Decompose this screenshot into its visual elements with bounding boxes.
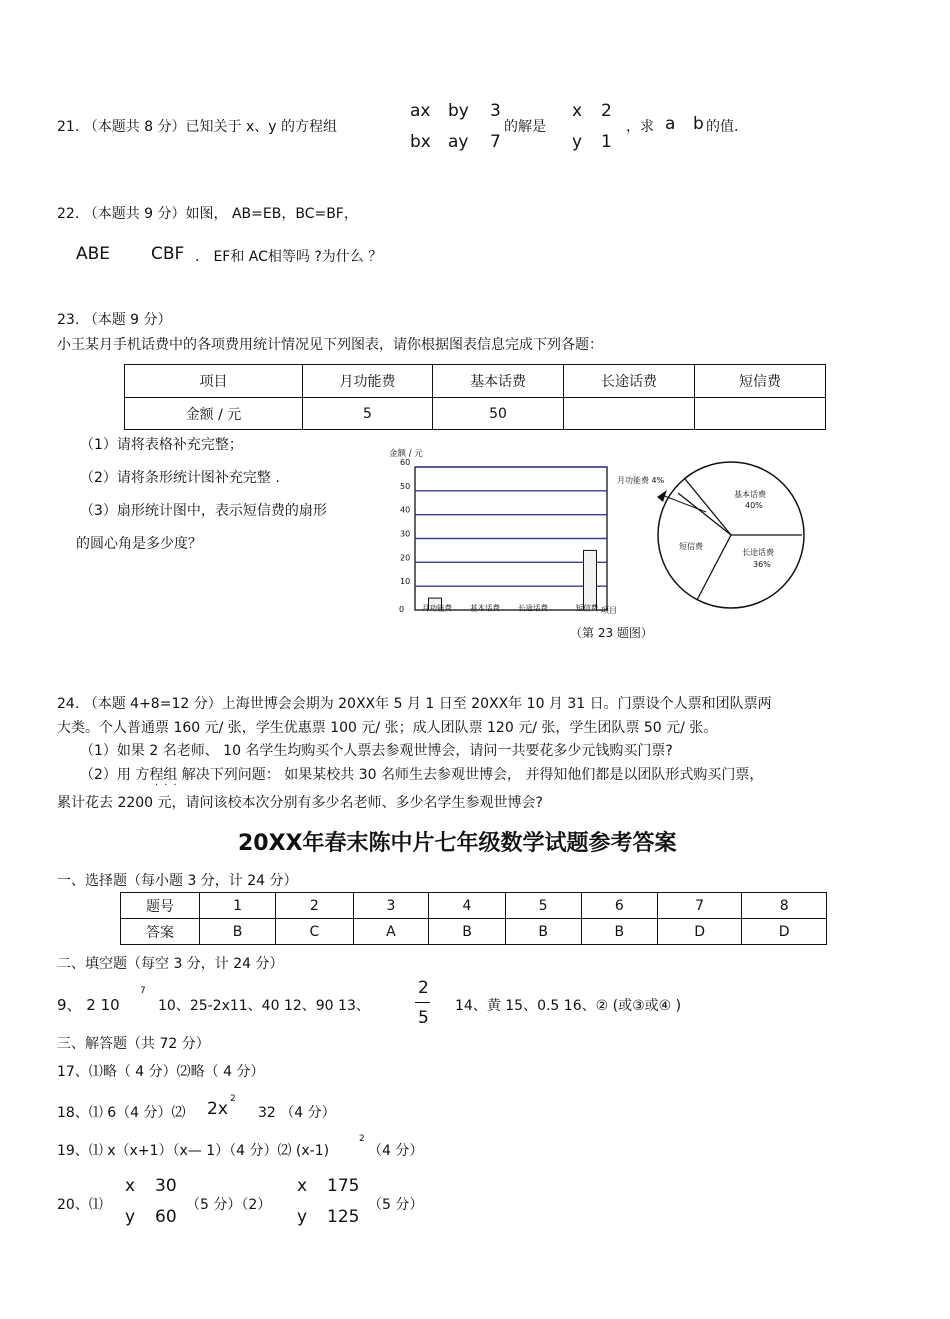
- choice-header-2: 2: [276, 893, 353, 919]
- answer-18-a: 18、⑴ 6（4 分）⑵: [57, 1105, 186, 1121]
- choice-header-7: 7: [657, 893, 742, 919]
- choice-answer-2: C: [276, 919, 353, 945]
- choice-answer-3: A: [353, 919, 429, 945]
- pie-label-sms: 短信费: [679, 542, 703, 551]
- bar-chart-xlabel: 项目: [601, 606, 617, 615]
- pie-label-basic: 基本话费: [734, 490, 766, 499]
- q24-line5: 累计花去 2200 元，请问该校本次分别有多少名老师、多少名学生参观世博会?: [57, 795, 543, 811]
- choice-header-8: 8: [742, 893, 827, 919]
- pie-label-basic-pct: 40%: [745, 501, 763, 510]
- answer-19: 19、⑴ x（x+1）（x— 1）（4 分）⑵ (x-1): [57, 1143, 330, 1159]
- fill-fraction-numerator: 2: [418, 978, 429, 998]
- fee-header-longdistance: 长途话费: [564, 365, 695, 398]
- q23-task-3b: 的圆心角是多少度？: [76, 536, 202, 552]
- fee-value-sms: [695, 398, 826, 430]
- q23-pie-chart: [612, 460, 812, 612]
- answer-20-1-xval: 30: [155, 1176, 177, 1196]
- answers-section-1: 一、选择题（每小题 3 分，计 24 分）: [57, 873, 298, 889]
- answer-17: 17、⑴略（ 4 分）⑵略（ 4 分）: [57, 1064, 265, 1080]
- choice-header-label: 题号: [121, 893, 200, 919]
- fee-value-monthly: 5: [303, 398, 433, 430]
- bar-xtick-label: 月功能费: [422, 603, 452, 613]
- answer-19-sup: 2: [359, 1134, 365, 1144]
- choice-header-1: 1: [200, 893, 276, 919]
- q21-b: b: [693, 114, 704, 134]
- bar-chart-ylabel: 金额 / 元: [389, 449, 423, 459]
- answers-section-2: 二、填空题（每空 3 分，计 24 分）: [57, 956, 284, 972]
- q23-caption: （第 23 题图）: [570, 626, 653, 640]
- bar-xtick-label: 基本话费: [470, 603, 500, 613]
- choice-answer-1: B: [200, 919, 276, 945]
- q24-line2: 大类。个人普通票 160 元/ 张，学生优惠票 100 元/ 张；成人团队票 120 元/ 张，学生团队票 50 元/ 张。: [57, 720, 718, 736]
- q21-eq2-rhs: 7: [490, 132, 501, 152]
- fee-header-basic: 基本话费: [433, 365, 564, 398]
- bar-xtick-label: 长途话费: [518, 603, 548, 613]
- answer-20-2-yval: 125: [327, 1207, 360, 1227]
- bar-ytick-label: 40: [400, 505, 411, 515]
- q21-tail2: 的值．: [706, 119, 748, 135]
- answer-20-1-x: x: [125, 1176, 136, 1196]
- q21-sol-x: x: [572, 101, 583, 121]
- q23-task-1: （1）请将表格补充完整；: [80, 437, 243, 453]
- fill-fraction-denominator: 5: [418, 1008, 429, 1028]
- q23-fee-table: [124, 364, 826, 430]
- bar-ytick-label: 10: [400, 577, 411, 587]
- q24-emphasis-dots: ···: [155, 780, 183, 791]
- bar-ytick-label: 0: [399, 605, 405, 614]
- q23-task-3: （3）扇形统计图中，表示短信费的扇形: [80, 503, 327, 519]
- answer-18-b: 32 （4 分）: [258, 1105, 336, 1121]
- q21-tail1: ，求: [626, 119, 654, 135]
- q21-a: a: [665, 114, 676, 134]
- q22-cbf: CBF: [151, 244, 185, 264]
- answers-section-3: 三、解答题（共 72 分）: [57, 1036, 210, 1052]
- q22-line2: ． EF和 AC相等吗 ?为什么 ？: [195, 249, 383, 265]
- q21-mid: 的解是: [504, 119, 546, 135]
- fill-exponent: 7: [140, 986, 146, 996]
- q23-task-2: （2）请将条形统计图补充完整 .: [80, 470, 280, 486]
- answer-18-expr: 2x: [207, 1099, 228, 1119]
- answer-20-2-x: x: [297, 1176, 308, 1196]
- answer-20-lead: 20、⑴: [57, 1197, 103, 1213]
- fee-row-label: 金额 / 元: [125, 398, 303, 430]
- bar-4: [584, 550, 597, 610]
- fee-header-monthly: 月功能费: [303, 365, 433, 398]
- answer-18-sup: 2: [230, 1094, 236, 1104]
- fill-part-3: 14、黄 15、0.5 16、② (或③或④ ): [455, 998, 682, 1014]
- bar-ytick-label: 20: [400, 553, 411, 563]
- q21-eq1-rhs: 3: [490, 101, 501, 121]
- q23-bar-chart: [385, 445, 630, 625]
- q22-line1: 22. （本题共 9 分）如图， AB=EB，BC=BF，: [57, 206, 358, 222]
- choice-answer-7: D: [657, 919, 742, 945]
- fee-value-longdistance: [564, 398, 695, 430]
- fill-part-2: 10、25-2x11、40 12、90 13、: [158, 998, 370, 1014]
- answers-title: 20XX年春末陈中片七年级数学试题参考答案: [238, 831, 677, 856]
- bar-ytick-label: 60: [400, 458, 411, 467]
- choice-answer-4: B: [429, 919, 505, 945]
- q21-eq1-by: by: [448, 101, 469, 121]
- answer-20-tail: （5 分）: [368, 1197, 424, 1213]
- choice-header-5: 5: [505, 893, 581, 919]
- q24-line3: （1）如果 2 名老师、 10 名学生均购买个人票去参观世博会，请问一共要花多少元钱购买门票?: [80, 743, 673, 759]
- q21-sol-x-val: 2: [601, 101, 612, 121]
- choice-answer-label: 答案: [121, 919, 200, 945]
- q21-sol-y: y: [572, 132, 583, 152]
- choice-answer-5: B: [505, 919, 581, 945]
- choice-answer-8: D: [742, 919, 827, 945]
- q23-intro: 小王某月手机话费中的各项费用统计情况见下列图表，请你根据图表信息完成下列各题：: [57, 337, 603, 353]
- bar-xtick-label: 短信费: [575, 603, 599, 613]
- choice-header-4: 4: [429, 893, 505, 919]
- q21-eq1-ax: ax: [410, 101, 431, 121]
- answer-19-b: （4 分）: [368, 1143, 424, 1159]
- q24-line4: （2）用 方程组 解决下列问题： 如果某校共 30 名师生去参观世博会， 并得知他们都是以团队形式购买门票，: [80, 767, 764, 783]
- fill-fraction-bar: [415, 1002, 430, 1003]
- answer-20-2-y: y: [297, 1207, 308, 1227]
- choice-header-3: 3: [353, 893, 429, 919]
- pie-label-longdistance: 长途话费: [742, 548, 774, 557]
- q21-eq2-ay: ay: [448, 132, 469, 152]
- fee-value-basic: 50: [433, 398, 564, 430]
- bar-ytick-label: 50: [400, 481, 411, 491]
- bar-ytick-label: 30: [400, 529, 411, 539]
- q21-sol-y-val: 1: [601, 132, 612, 152]
- choice-header-6: 6: [581, 893, 657, 919]
- answer-20-mid: （5 分）（2）: [186, 1197, 272, 1213]
- q21-eq2-bx: bx: [410, 132, 431, 152]
- pie-label-longdistance-pct: 36%: [753, 560, 771, 569]
- q22-abe: ABE: [76, 244, 111, 264]
- choice-answer-6: B: [581, 919, 657, 945]
- answer-20-1-yval: 60: [155, 1207, 177, 1227]
- fee-header-sms: 短信费: [695, 365, 826, 398]
- answer-20-2-xval: 175: [327, 1176, 360, 1196]
- answer-20-1-y: y: [125, 1207, 136, 1227]
- pie-label-monthly: 月功能费 4%: [617, 476, 665, 485]
- q24-line1: 24. （本题 4+8=12 分）上海世博会会期为 20XX年 5 月 1 日至 20XX年 10 月 31 日。门票设个人票和团队票两: [57, 696, 772, 712]
- q23-head: 23. （本题 9 分）: [57, 312, 172, 328]
- answers-choice-table: [120, 892, 827, 945]
- fee-header-item: 项目: [125, 365, 303, 398]
- q21-lead: 21. （本题共 8 分）已知关于 x、y 的方程组: [57, 119, 337, 135]
- fill-part-1: 9、 2 10: [57, 996, 120, 1014]
